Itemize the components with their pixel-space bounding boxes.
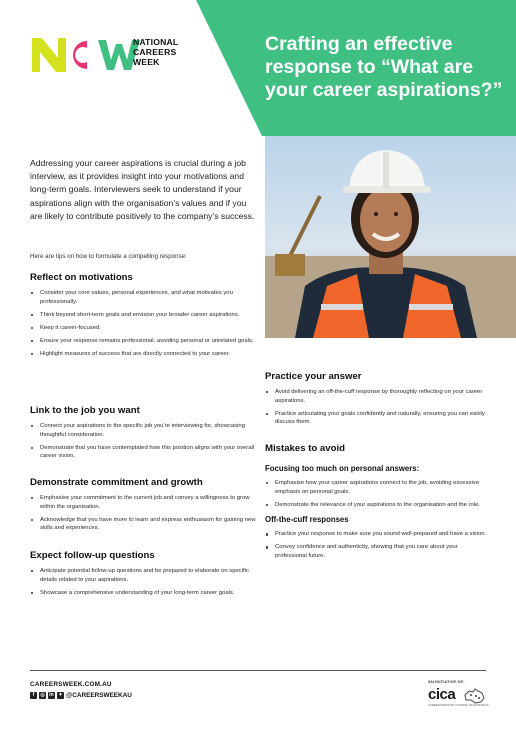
footer-social xyxy=(30,692,132,699)
bullet-list xyxy=(265,530,487,560)
section-title: Mistakes to avoid xyxy=(265,443,345,454)
partner-logo-text: cica xyxy=(428,686,456,703)
bullet-list xyxy=(30,289,258,359)
linkedin-icon[interactable]: in xyxy=(49,692,54,698)
section-title: Practice your answer xyxy=(265,371,362,382)
page-title: Crafting an effective response to “What are your career aspirations?” xyxy=(265,33,503,101)
list-item: Practice articulating your goals confidently and naturally, ensuring you can easily discuss them. xyxy=(265,410,487,427)
worker-photo xyxy=(265,136,516,338)
list-item: Anticipate potential follow-up questions and be prepared to elaborate on specific details related to your aspirations. xyxy=(30,567,258,584)
list-item: Ensure your response remains professional, avoiding personal or unrelated goals. xyxy=(30,337,258,346)
footer-website-link[interactable]: CAREERSWEEK.COM.AU xyxy=(30,681,112,688)
list-item: Emphasise your commitment to the current job and convey a willingness to grow within the organisation. xyxy=(30,494,258,511)
section-follow-up xyxy=(30,550,258,602)
section-title: Expect follow-up questions xyxy=(30,550,155,561)
list-item: Think beyond short-term goals and envision your broader career aspirations. xyxy=(30,311,258,320)
partner-subtitle: CAREER INDUSTRY COUNCIL OF AUSTRALIA xyxy=(428,703,489,707)
list-item: Keep it career-focused: xyxy=(30,324,258,333)
section-title: Demonstrate commitment and growth xyxy=(30,477,203,488)
section-practice-answer xyxy=(265,371,487,431)
section-title: Reflect on motivations xyxy=(30,272,133,283)
bullet-list xyxy=(265,388,487,427)
twitter-icon[interactable]: ✦ xyxy=(58,692,63,698)
bullet-list xyxy=(30,567,258,597)
list-item: Demonstrate that you have contemplated how this position aligns with your overall career vision. xyxy=(30,444,258,461)
list-item: Showcase a comprehensive understanding of your long-term career goals. xyxy=(30,589,258,598)
list-item: Acknowledge that you have more to learn and express enthusiasm for gaining new skills and experiences. xyxy=(30,516,258,533)
section-commitment-growth xyxy=(30,477,258,537)
section-link-job xyxy=(30,405,258,465)
list-item: Convey confidence and authenticity, showing that you care about your professional future. xyxy=(265,543,487,560)
bullet-list xyxy=(265,479,487,509)
list-item: Demonstrate the relevance of your aspirations to the organisation and the role. xyxy=(265,501,487,510)
section-mistakes xyxy=(265,443,487,565)
facebook-icon[interactable]: f xyxy=(30,692,37,699)
list-item: Emphasise how your career aspirations connect to the job, avoiding excessive emphasis on personal goals. xyxy=(265,479,487,496)
list-item: Connect your aspirations to the specific job you’re interviewing for, showcasing thoughtful consideration. xyxy=(30,422,258,439)
section-title: Link to the job you want xyxy=(30,405,140,416)
instagram-icon[interactable]: ◎ xyxy=(40,692,45,698)
subsection-title: Focusing too much on personal answers: xyxy=(265,464,420,473)
logo-line-national: NATIONAL xyxy=(133,37,179,47)
logo-wordmark xyxy=(133,37,178,67)
section-reflect-motivations xyxy=(30,272,258,363)
association-label: AN INITIATIVE OF: xyxy=(428,680,465,684)
list-item: Consider your core values, personal experiences, and what motivates you professionally. xyxy=(30,289,258,306)
logo-line-week: WEEK xyxy=(133,57,160,67)
bullet-list xyxy=(30,422,258,461)
intro-paragraph: Addressing your career aspirations is crucial during a job interview, as it provides insight into your motivations and long-term goals. Interviewers seek to understand if your aspirations align with the organisation’s values and if you are likely to contribute positively to the company’s success. xyxy=(30,158,255,221)
list-item: Practice your response to make sure you sound well-prepared and have a vision. xyxy=(265,530,487,539)
footer-divider xyxy=(30,670,486,671)
intro-lead-in: Here are tips on how to formulate a compelling response: xyxy=(30,253,187,260)
australia-map-icon xyxy=(463,688,485,704)
list-item: Highlight measures of success that are directly connected to your career. xyxy=(30,350,258,359)
social-handle[interactable]: @CAREERSWEEKAU xyxy=(66,692,132,699)
subsection-title: Off-the-cuff responses xyxy=(265,515,349,525)
list-item: Avoid delivering an off-the-cuff response by thoroughly reflecting on your career aspirations. xyxy=(265,388,487,405)
bullet-list xyxy=(30,494,258,533)
logo-line-careers: CAREERS xyxy=(133,47,177,57)
